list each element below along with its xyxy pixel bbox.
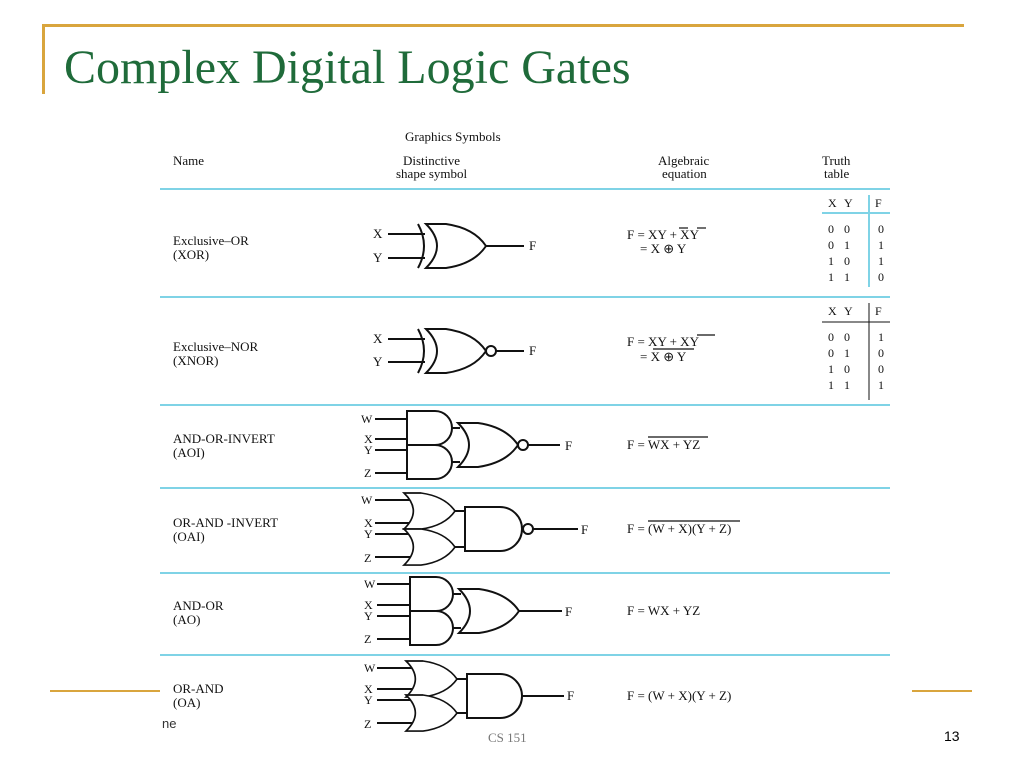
svg-text:1: 1	[878, 330, 884, 344]
or-gate-symbol	[406, 661, 457, 697]
output-label: F	[529, 238, 537, 253]
row-oai	[173, 493, 740, 565]
svg-text:0: 0	[878, 270, 884, 284]
row-xnor	[173, 303, 890, 400]
tt-header: X	[828, 304, 837, 318]
and-gate-symbol	[407, 411, 452, 445]
svg-text:0: 0	[844, 330, 850, 344]
svg-text:1: 1	[844, 378, 850, 392]
input-label: Y	[373, 354, 383, 369]
svg-text:1: 1	[878, 238, 884, 252]
footer-left-text: ne	[162, 716, 177, 731]
row-name: OR-AND -INVERT	[173, 515, 279, 530]
output-label: F	[581, 522, 589, 537]
output-label: F	[529, 343, 537, 358]
input-label: Y	[364, 609, 373, 623]
row-name: AND-OR-INVERT	[173, 431, 275, 446]
input-label: Z	[364, 717, 372, 731]
page-number: 13	[944, 728, 960, 744]
footer-course-label: CS 151	[488, 730, 527, 745]
input-label: Y	[364, 443, 373, 457]
input-label: W	[364, 577, 376, 591]
row-oa	[173, 661, 731, 731]
or-gate-symbol	[404, 529, 455, 565]
footer-rule-right	[912, 690, 972, 692]
row-ao	[173, 577, 700, 646]
svg-text:0: 0	[828, 238, 834, 252]
output-label: F	[567, 688, 575, 703]
or-gate-symbol	[404, 493, 455, 529]
row-abbrev: (OA)	[173, 695, 201, 710]
equation-line2: = X ⊕ Y	[640, 349, 687, 364]
svg-text:0: 0	[878, 346, 884, 360]
output-label: F	[565, 438, 573, 453]
left-border-rule	[42, 24, 45, 94]
logic-gates-table	[160, 125, 900, 737]
input-label: X	[364, 516, 373, 530]
logic-gates-figure	[160, 125, 900, 737]
nor-gate-symbol	[458, 423, 518, 467]
svg-text:1: 1	[878, 254, 884, 268]
input-label: W	[361, 493, 373, 507]
row-abbrev: (AO)	[173, 612, 201, 627]
output-label: F	[565, 604, 573, 619]
tt-header: F	[875, 304, 882, 318]
and-gate-symbol	[410, 611, 453, 645]
header-symbol-line2: shape symbol	[396, 166, 468, 181]
svg-text:0: 0	[844, 254, 850, 268]
row-aoi	[173, 411, 708, 480]
input-label: Z	[364, 551, 372, 565]
xor-gate-symbol	[426, 224, 486, 268]
header-name: Name	[173, 153, 205, 168]
truth-table-xor	[822, 195, 890, 287]
input-label: Y	[364, 527, 373, 541]
and-gate-symbol	[407, 445, 452, 479]
svg-text:0: 0	[828, 346, 834, 360]
nand-gate-symbol	[465, 507, 522, 551]
row-abbrev: (AOI)	[173, 445, 205, 460]
svg-text:1: 1	[828, 254, 834, 268]
xnor-gate-symbol	[426, 329, 486, 373]
svg-text:1: 1	[844, 270, 850, 284]
row-name: Exclusive–NOR	[173, 339, 259, 354]
input-label: Z	[364, 466, 372, 480]
svg-text:0: 0	[878, 222, 884, 236]
svg-text:1: 1	[828, 270, 834, 284]
header-truth-line2: table	[824, 166, 850, 181]
slide-title: Complex Digital Logic Gates	[64, 41, 631, 94]
equation-line1: F = (W + X)(Y + Z)	[627, 688, 732, 703]
svg-text:0: 0	[828, 222, 834, 236]
row-name: AND-OR	[173, 598, 224, 613]
header-symbol-line1: Distinctive	[403, 153, 461, 168]
and-gate-symbol	[467, 674, 522, 718]
svg-text:0: 0	[828, 330, 834, 344]
equation-line2: = X ⊕ Y	[640, 241, 687, 256]
input-label: X	[373, 331, 383, 346]
header-truth-line1: Truth	[822, 153, 851, 168]
svg-text:1: 1	[878, 378, 884, 392]
row-abbrev: (OAI)	[173, 529, 205, 544]
input-label: W	[364, 661, 376, 675]
input-label: Z	[364, 632, 372, 646]
inversion-bubble	[523, 524, 533, 534]
input-label: Y	[373, 250, 383, 265]
svg-text:0: 0	[878, 362, 884, 376]
svg-text:1: 1	[828, 378, 834, 392]
inversion-bubble	[486, 346, 496, 356]
row-abbrev: (XNOR)	[173, 353, 219, 368]
input-label: Y	[364, 693, 373, 707]
footer-rule-left	[50, 690, 160, 692]
equation-line1: F = XY + XY	[627, 334, 699, 349]
equation-line1: F = WX + YZ	[627, 603, 701, 618]
svg-text:0: 0	[844, 362, 850, 376]
header-equation-line2: equation	[662, 166, 707, 181]
header-equation-line1: Algebraic	[658, 153, 710, 168]
input-label: X	[364, 432, 373, 446]
inversion-bubble	[518, 440, 528, 450]
svg-text:1: 1	[844, 238, 850, 252]
input-label: X	[364, 598, 373, 612]
tt-header: F	[875, 196, 882, 210]
tt-header: Y	[844, 304, 853, 318]
equation-line1: F = WX + YZ	[627, 437, 701, 452]
row-name: OR-AND	[173, 681, 224, 696]
row-xor	[173, 195, 890, 287]
svg-text:1: 1	[844, 346, 850, 360]
top-border-rule	[42, 24, 964, 27]
svg-text:0: 0	[844, 222, 850, 236]
input-label: X	[373, 226, 383, 241]
and-gate-symbol	[410, 577, 453, 611]
or-gate-symbol	[459, 589, 519, 633]
header-group-label: Graphics Symbols	[405, 129, 501, 144]
tt-header: Y	[844, 196, 853, 210]
tt-header: X	[828, 196, 837, 210]
truth-table-xnor	[822, 303, 890, 400]
or-gate-symbol	[406, 695, 457, 731]
row-name: Exclusive–OR	[173, 233, 249, 248]
svg-text:1: 1	[828, 362, 834, 376]
equation-line1: F = (W + X)(Y + Z)	[627, 521, 732, 536]
input-label: X	[364, 682, 373, 696]
equation-line1: F = XY + XY	[627, 227, 699, 242]
row-abbrev: (XOR)	[173, 247, 210, 262]
input-label: W	[361, 412, 373, 426]
